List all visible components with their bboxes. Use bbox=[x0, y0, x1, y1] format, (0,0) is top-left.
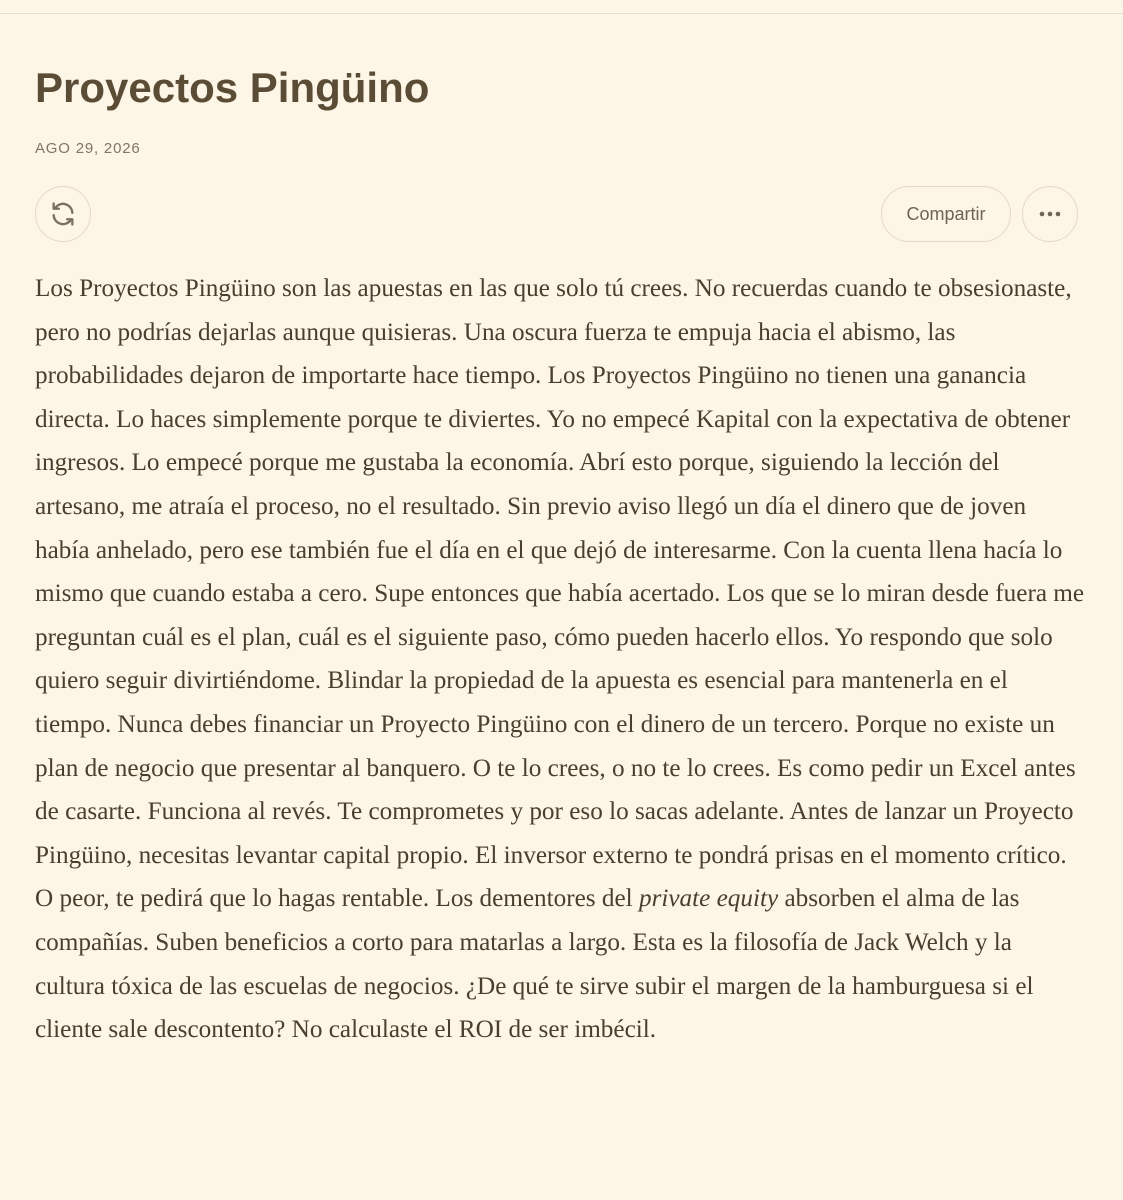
top-divider bbox=[0, 13, 1123, 14]
ellipsis-icon bbox=[1038, 210, 1062, 218]
post-date: AGO 29, 2026 bbox=[35, 140, 141, 157]
refresh-button[interactable] bbox=[35, 186, 91, 242]
refresh-icon bbox=[49, 200, 77, 228]
post-body bbox=[35, 267, 1085, 1052]
emphasized-text: private equity bbox=[638, 885, 779, 913]
body-text-part: Los Proyectos Pingüino son las apuestas en las que solo tú crees. No recuerdas cuando te obsesionaste, pero no podrías dejarlas aunque quisieras. Una oscura fuerza te empuja hacia el abismo, las probabilidades dejaron de importarte hace tiempo. Los Proyectos Pingüino no tienen una ganancia directa. Lo haces simplemente porque te diviertes. Yo no empecé Kapital con la expectativa de obtener ingresos. Lo empecé porque me gustaba la economía. Abrí esto porque, siguiendo la lección del artesano, me atraía el proceso, no el resultado. Sin previo aviso llegó un día el dinero que de joven había anhelado, pero ese también fue el día en el que dejó de interesarme. Con la cuenta llena hacía lo mismo que cuando estaba a cero. Supe entonces que había acertado. Los que se lo miran desde fuera me preguntan cuál es el plan, cuál es el siguiente paso, cómo pueden hacerlo ellos. Yo respondo que solo quiero seguir divirtiéndome. Blindar la propiedad de la apuesta es esencial para mantenerla en el tiempo. Nunca debes financiar un Proyecto Pingüino con el dinero de un tercero. Porque no existe un plan de negocio que presentar al banquero. O te lo crees, o no te lo crees. Es como pedir un Excel antes de casarte. Funciona al revés. Te comprometes y por eso lo sacas adelante. Antes de lanzar un Proyecto Pingüino, necesitas levantar capital propio. El inversor externo te pondrá prisas en el momento crítico. O peor, te pedirá que lo hagas rentable. Los dementores del bbox=[35, 275, 1085, 913]
more-options-button[interactable] bbox=[1022, 186, 1078, 242]
post-title: Proyectos Pingüino bbox=[35, 64, 430, 111]
share-button-label: Compartir bbox=[906, 203, 986, 224]
share-button[interactable] bbox=[881, 186, 1011, 242]
body-text-part: absorben el alma de las compañías. Suben beneficios a corto para matarlas a largo. Esta es la filosofía de Jack Welch y la cultura tóxica de las escuelas de negocios. ¿De qué te sirve subir el margen de la hamburguesa si el cliente sale descontento? No calculaste el ROI de ser imbécil. bbox=[35, 885, 1034, 1044]
